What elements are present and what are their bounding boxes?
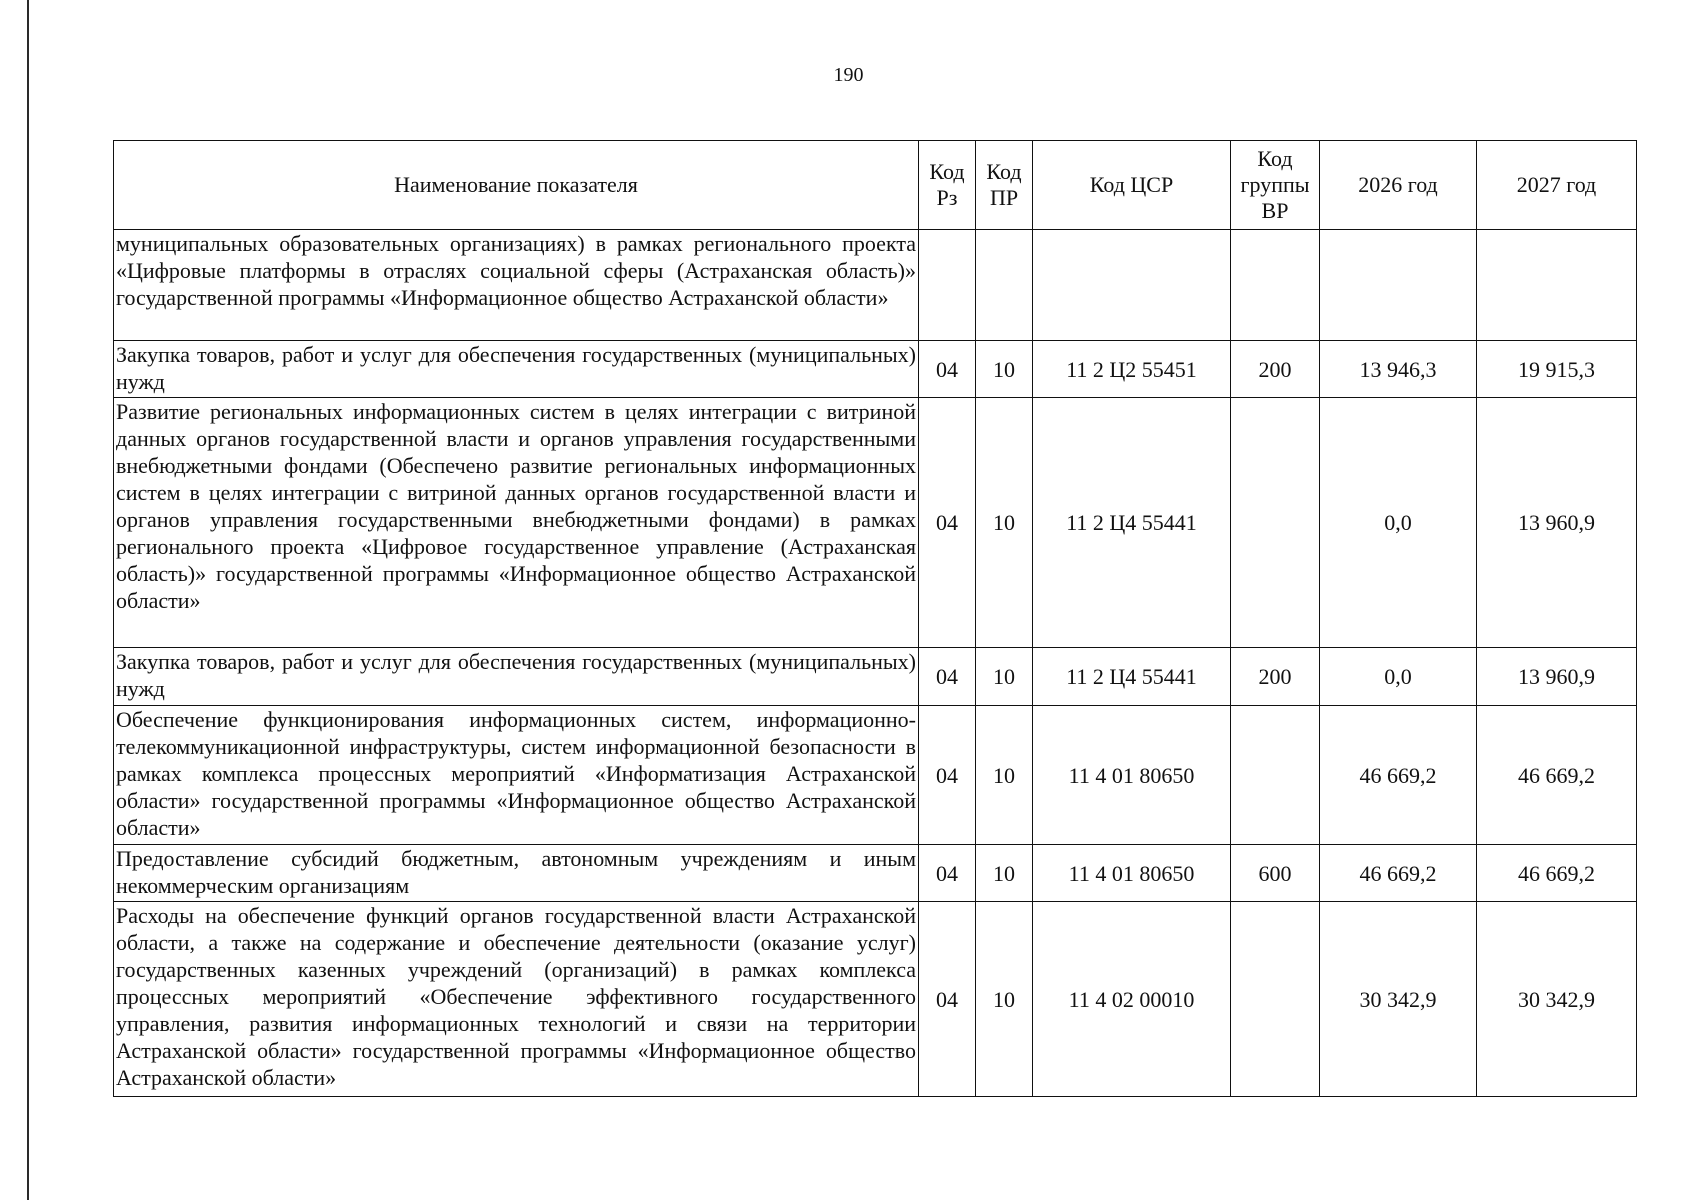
row-value-2026: 46 669,2 <box>1320 706 1477 845</box>
row-code-csr: 11 2 Ц4 55441 <box>1033 648 1231 706</box>
row-code-pr: 10 <box>976 398 1033 648</box>
header-code-pr: Код ПР <box>976 141 1033 230</box>
header-code-csr: Код ЦСР <box>1033 141 1231 230</box>
table-row <box>114 706 1637 845</box>
row-code-vr: 600 <box>1231 845 1320 902</box>
row-name: Развитие региональных информационных систем в целях интеграции с витриной данных органов государственной власти и органов управления государственными внебюджетными фондами (Обеспечено развитие региональных информационных систем в целях интеграции с витриной данных органов государственной власти и органов управления государственными внебюджетными фондами) в рамках регионального проекта «Цифровое государственное управление (Астраханская область)» государственной программы «Информационное общество Астраханской области» <box>114 398 919 648</box>
row-value-2027: 30 342,9 <box>1477 902 1637 1097</box>
row-code-pr: 10 <box>976 341 1033 398</box>
row-code-csr: 11 2 Ц4 55441 <box>1033 398 1231 648</box>
row-value-2027: 46 669,2 <box>1477 706 1637 845</box>
table-row <box>114 398 1637 648</box>
header-code-vr: Код группы ВР <box>1231 141 1320 230</box>
row-code-csr: 11 4 01 80650 <box>1033 845 1231 902</box>
table-row <box>114 341 1637 398</box>
row-code-rz: 04 <box>919 706 976 845</box>
row-code-pr: 10 <box>976 902 1033 1097</box>
table-row <box>114 902 1637 1097</box>
row-code-rz: 04 <box>919 902 976 1097</box>
header-row <box>114 141 1637 230</box>
row-name: Обеспечение функционирования информационных систем, информационно-телекоммуникационной инфраструктуры, систем информационной безопасности в рамках комплекса процессных мероприятий «Информатизация Астраханской области» государственной программы «Информационное общество Астраханской области» <box>114 706 919 845</box>
header-name: Наименование показателя <box>114 141 919 230</box>
row-value-2027: 46 669,2 <box>1477 845 1637 902</box>
row-code-pr <box>976 230 1033 341</box>
row-value-2026: 46 669,2 <box>1320 845 1477 902</box>
row-code-vr <box>1231 398 1320 648</box>
row-code-rz: 04 <box>919 648 976 706</box>
header-year-2027: 2027 год <box>1477 141 1637 230</box>
row-name: Предоставление субсидий бюджетным, автономным учреждениям и иным некоммерческим организациям <box>114 845 919 902</box>
table-body <box>114 230 1637 1097</box>
row-code-csr <box>1033 230 1231 341</box>
row-code-vr <box>1231 706 1320 845</box>
row-code-pr: 10 <box>976 648 1033 706</box>
row-name: Закупка товаров, работ и услуг для обеспечения государственных (муниципальных) нужд <box>114 648 919 706</box>
row-value-2027 <box>1477 230 1637 341</box>
row-value-2026: 0,0 <box>1320 398 1477 648</box>
row-code-rz: 04 <box>919 341 976 398</box>
budget-table <box>113 140 1637 1097</box>
row-code-pr: 10 <box>976 845 1033 902</box>
row-code-pr: 10 <box>976 706 1033 845</box>
row-name: муниципальных образовательных организациях) в рамках регионального проекта «Цифровые платформы в отраслях социальной сферы (Астраханская область)» государственной программы «Информационное общество Астраханской области» <box>114 230 919 341</box>
row-value-2026 <box>1320 230 1477 341</box>
row-value-2027: 13 960,9 <box>1477 398 1637 648</box>
row-code-csr: 11 4 02 00010 <box>1033 902 1231 1097</box>
row-name: Закупка товаров, работ и услуг для обеспечения государственных (муниципальных) нужд <box>114 341 919 398</box>
row-value-2026: 30 342,9 <box>1320 902 1477 1097</box>
row-code-vr: 200 <box>1231 648 1320 706</box>
row-value-2027: 13 960,9 <box>1477 648 1637 706</box>
row-code-vr <box>1231 230 1320 341</box>
table-row <box>114 648 1637 706</box>
table-row <box>114 230 1637 341</box>
table-row <box>114 845 1637 902</box>
row-name: Расходы на обеспечение функций органов государственной власти Астраханской области, а также на содержание и обеспечение деятельности (оказание услуг) государственных казенных учреждений (организаций) в рамках комплекса процессных мероприятий «Обеспечение эффективного государственного управления, развития информационных технологий и связи на территории Астраханской области» государственной программы «Информационное общество Астраханской области» <box>114 902 919 1097</box>
row-code-rz <box>919 230 976 341</box>
row-code-rz: 04 <box>919 398 976 648</box>
table-header <box>114 141 1637 230</box>
page-number: 190 <box>833 64 864 86</box>
row-value-2027: 19 915,3 <box>1477 341 1637 398</box>
row-value-2026: 0,0 <box>1320 648 1477 706</box>
header-code-rz: Код Рз <box>919 141 976 230</box>
row-code-vr <box>1231 902 1320 1097</box>
scan-edge-line <box>27 0 29 1200</box>
row-code-csr: 11 2 Ц2 55451 <box>1033 341 1231 398</box>
row-code-rz: 04 <box>919 845 976 902</box>
header-year-2026: 2026 год <box>1320 141 1477 230</box>
row-code-csr: 11 4 01 80650 <box>1033 706 1231 845</box>
row-value-2026: 13 946,3 <box>1320 341 1477 398</box>
row-code-vr: 200 <box>1231 341 1320 398</box>
